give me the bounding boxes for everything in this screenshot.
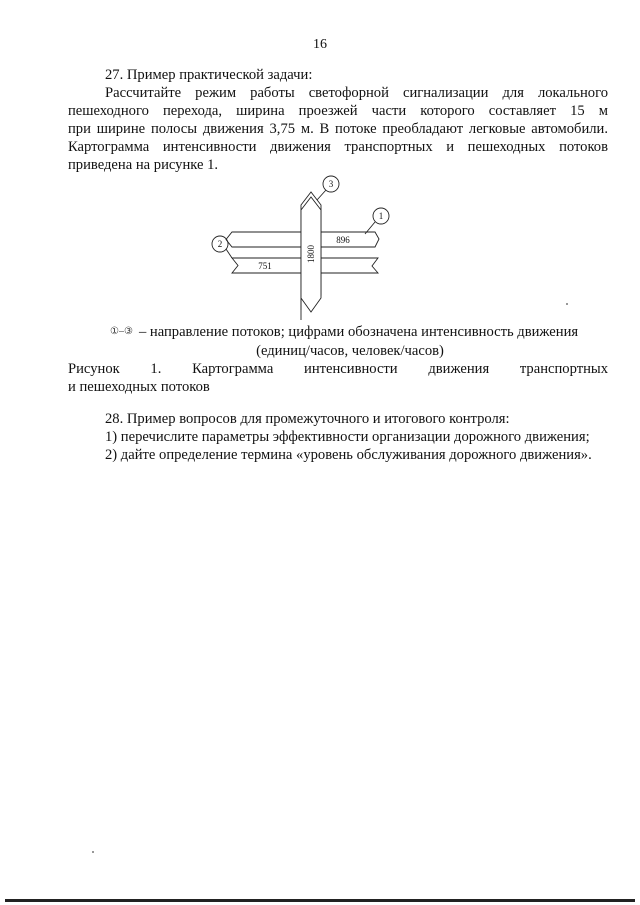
flow-cartogram-figure	[0, 170, 640, 320]
section-28-heading: 28. Пример вопросов для промежуточного и итогового контроля:	[105, 411, 510, 427]
caption-line: и пешеходных потоков	[68, 379, 210, 395]
leader-3	[317, 190, 326, 200]
leader-2	[226, 249, 232, 258]
legend-units: (единиц/часов, человек/часов)	[256, 343, 444, 359]
task-line: при ширине полосы движения 3,75 м. В потоке преобладают легковые автомобили.	[68, 121, 608, 137]
scan-speck	[566, 303, 568, 305]
marker-3-label: 3	[328, 179, 334, 189]
section-27-heading: 27. Пример практической задачи:	[105, 67, 313, 83]
scan-speck	[92, 851, 94, 853]
task-line: Картограмма интенсивности движения транспортных и пешеходных потоков	[68, 139, 608, 155]
task-line: пешеходного перехода, ширина проезжей части которого составляет 15 м	[68, 103, 608, 119]
flow-2-value: 751	[258, 261, 272, 271]
legend-text: – направление потоков; цифрами обозначена интенсивность движения	[138, 324, 579, 340]
figure-caption	[68, 360, 608, 396]
caption-line: Рисунок 1. Картограмма интенсивности движения транспортных	[68, 361, 608, 377]
flow-1-value: 896	[336, 235, 350, 245]
question-item: 1) перечислите параметры эффективности организации дорожного движения;	[105, 429, 590, 445]
marker-2-label: 2	[217, 239, 223, 249]
scan-edge-line	[5, 899, 635, 902]
page-number: 16	[313, 37, 327, 52]
question-item: 2) дайте определение термина «уровень обслуживания дорожного движения».	[105, 447, 592, 463]
task-paragraph	[68, 84, 608, 174]
flow-direction-icon: ①–③	[110, 326, 133, 337]
task-line: приведена на рисунке 1.	[68, 157, 219, 173]
task-line: Рассчитайте режим работы светофорной сигнализации для локального	[105, 85, 608, 101]
flow-3-value: 1800	[306, 245, 316, 263]
question-list	[105, 428, 592, 464]
figure-legend	[110, 323, 578, 343]
marker-1-label: 1	[378, 211, 384, 221]
